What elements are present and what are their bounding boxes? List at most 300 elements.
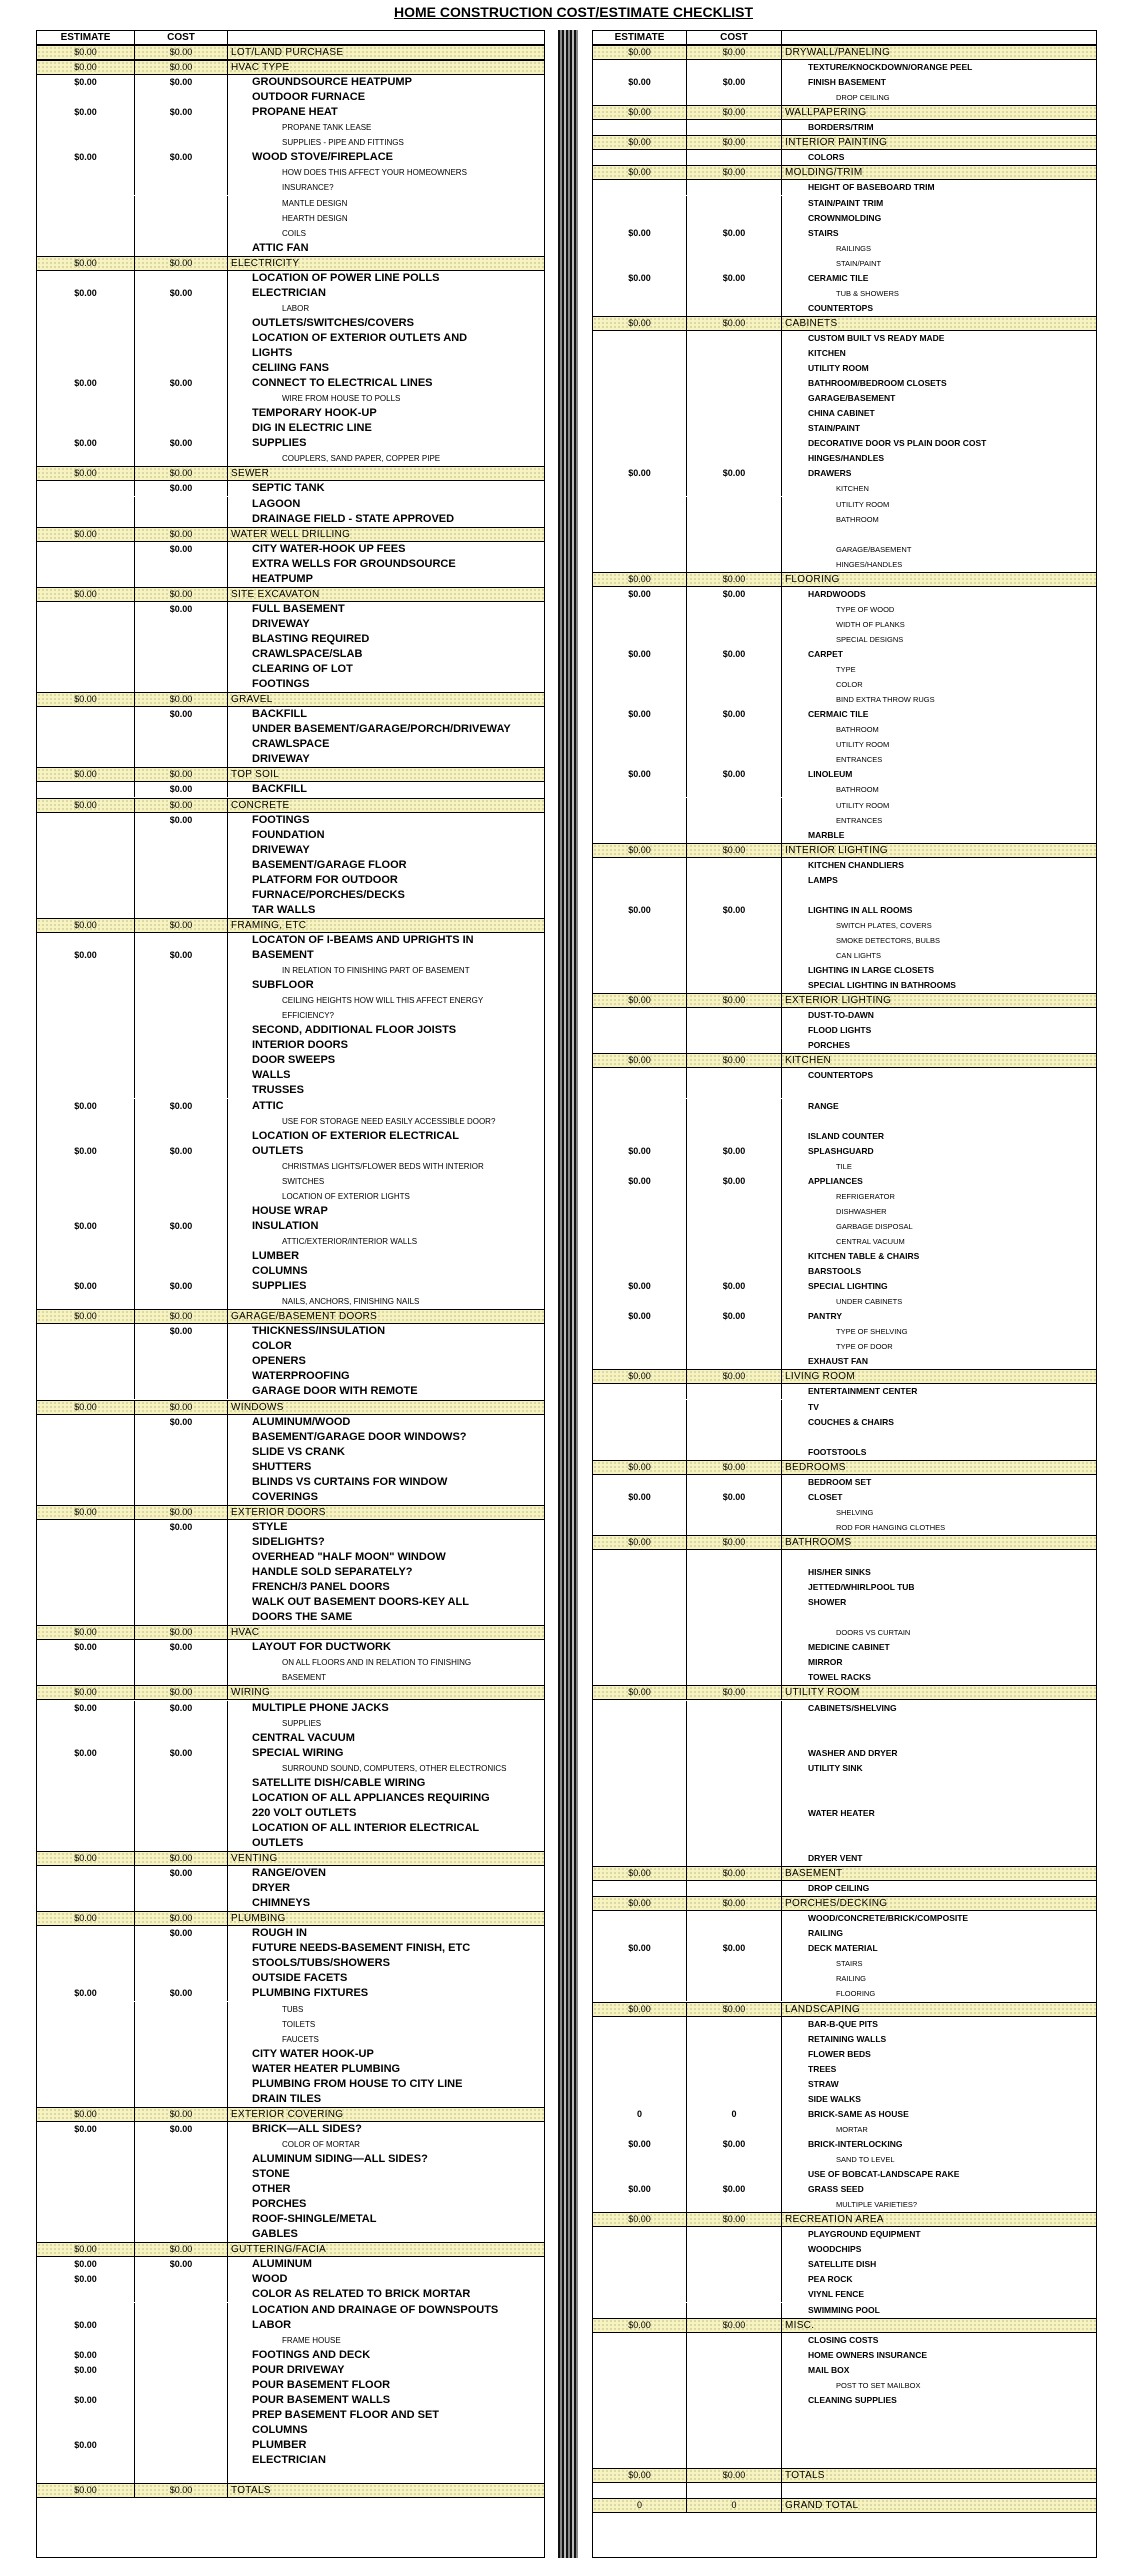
estimate-cell	[37, 2182, 135, 2197]
item-label: ON ALL FLOORS AND IN RELATION TO FINISHING	[282, 1658, 472, 1668]
estimate-cell	[37, 2137, 135, 2152]
cost-cell	[135, 722, 228, 737]
item-label: CUSTOM BUILT VS READY MADE	[808, 332, 945, 343]
item-label	[782, 888, 1096, 903]
item-label	[782, 1821, 1096, 1836]
item-label: COVERINGS	[252, 1490, 319, 1503]
cost-cell	[135, 1460, 228, 1475]
cost-cell: $0.00	[135, 46, 228, 59]
estimate-cell: $0.00	[37, 2348, 135, 2363]
table-row	[593, 1339, 1096, 1354]
item-label: MIRROR	[808, 1657, 843, 1668]
estimate-cell	[37, 1204, 135, 1219]
item-label: TUBS	[282, 2004, 304, 2014]
estimate-cell	[37, 1941, 135, 1956]
table-row	[37, 782, 544, 797]
item-label: HIS/HER SINKS	[808, 1567, 871, 1578]
table-row	[593, 888, 1096, 903]
estimate-cell: $0.00	[37, 693, 135, 706]
item-label: DRAIN TILES	[252, 2092, 322, 2105]
estimate-cell: $0.00	[37, 376, 135, 391]
cost-cell: 0	[687, 2499, 782, 2512]
estimate-cell	[37, 1776, 135, 1791]
cost-cell	[687, 813, 782, 828]
estimate-cell: $0.00	[37, 75, 135, 90]
estimate-cell	[37, 406, 135, 421]
section-label: GARAGE/BASEMENT DOORS	[231, 1311, 378, 1323]
estimate-cell: $0.00	[593, 1054, 687, 1067]
item-label: STAIN/PAINT	[808, 423, 861, 434]
table-row	[593, 617, 1096, 632]
item-label: LABOR	[282, 303, 310, 313]
item-label: CRAWLSPACE	[252, 738, 330, 751]
cost-cell	[687, 301, 782, 316]
section-label: GRAVEL	[231, 694, 273, 706]
estimate-cell	[593, 436, 687, 451]
item-label: DROP CEILING	[836, 93, 890, 103]
estimate-cell	[37, 316, 135, 331]
cost-cell	[687, 2483, 782, 2498]
cost-cell	[135, 2363, 228, 2378]
item-label: CELIING FANS	[252, 362, 330, 375]
estimate-cell	[37, 2378, 135, 2393]
table-row	[593, 2017, 1096, 2032]
item-label: STONE	[252, 2168, 290, 2181]
table-row	[37, 1129, 544, 1144]
estimate-cell	[593, 2393, 687, 2408]
section-label: ELECTRICITY	[231, 257, 300, 269]
item-label: ELECTRICIAN	[252, 286, 326, 299]
table-row	[37, 2032, 544, 2047]
cost-cell: $0.00	[687, 2137, 782, 2152]
section-label: GRAND TOTAL	[785, 2500, 859, 2512]
cost-cell	[687, 617, 782, 632]
cost-cell: $0.00	[135, 1324, 228, 1339]
table-row	[593, 1475, 1096, 1490]
cost-cell	[687, 2077, 782, 2092]
estimate-cell	[37, 752, 135, 767]
item-label: TOILETS	[282, 2019, 316, 2029]
estimate-cell	[593, 662, 687, 677]
item-label: DRAWERS	[808, 468, 852, 479]
estimate-cell	[593, 2077, 687, 2092]
estimate-cell	[593, 481, 687, 496]
section-row	[37, 692, 544, 707]
table-row	[37, 105, 544, 120]
item-label: SPECIAL DESIGNS	[836, 634, 904, 644]
estimate-cell: $0.00	[37, 150, 135, 165]
estimate-cell	[593, 1926, 687, 1941]
estimate-cell: $0.00	[37, 1626, 135, 1639]
table-row	[593, 1625, 1096, 1640]
estimate-cell: $0.00	[37, 61, 135, 74]
estimate-cell	[593, 1716, 687, 1731]
cost-cell	[135, 120, 228, 135]
item-label: PROPANE TANK LEASE	[282, 123, 372, 133]
item-label: HINGES/HANDLES	[808, 453, 885, 464]
estimate-cell	[37, 1234, 135, 1249]
section-label: BASEMENT	[785, 1868, 843, 1880]
cost-cell	[135, 1791, 228, 1806]
table-row	[593, 1159, 1096, 1174]
table-row	[593, 1129, 1096, 1144]
item-label: PLUMBING FROM HOUSE TO CITY LINE	[252, 2077, 463, 2090]
table-row	[593, 376, 1096, 391]
estimate-cell	[37, 2062, 135, 2077]
section-row	[593, 572, 1096, 587]
table-row	[593, 767, 1096, 782]
table-row	[593, 798, 1096, 813]
estimate-cell	[593, 1234, 687, 1249]
cost-cell	[135, 993, 228, 1008]
estimate-cell	[593, 1565, 687, 1580]
item-label	[782, 2438, 1096, 2453]
cost-cell: $0.00	[135, 2108, 228, 2121]
section-row	[37, 798, 544, 813]
estimate-cell	[37, 1159, 135, 1174]
estimate-cell	[593, 1731, 687, 1746]
estimate-cell	[37, 1264, 135, 1279]
table-row	[593, 813, 1096, 828]
estimate-cell	[593, 1475, 687, 1490]
estimate-cell	[593, 2032, 687, 2047]
table-row	[37, 903, 544, 918]
item-label: RANGE	[808, 1100, 839, 1111]
item-label: CLOSING COSTS	[808, 2334, 879, 2345]
cost-cell	[135, 2438, 228, 2453]
item-label: MARBLE	[808, 829, 845, 840]
cost-cell: $0.00	[135, 2122, 228, 2137]
estimate-cell: 0	[593, 2107, 687, 2122]
estimate-cell	[593, 557, 687, 572]
cost-cell: $0.00	[687, 46, 782, 59]
cost-cell: $0.00	[135, 61, 228, 74]
cost-cell	[687, 2333, 782, 2348]
item-label: 220 VOLT OUTLETS	[252, 1806, 357, 1819]
cost-cell: $0.00	[135, 1520, 228, 1535]
cost-cell	[687, 1445, 782, 1460]
table-row	[37, 1731, 544, 1746]
item-label: STAIN/PAINT TRIM	[808, 197, 884, 208]
item-label: BRICK-SAME AS HOUSE	[808, 2108, 909, 2119]
cost-cell	[687, 211, 782, 226]
table-row	[593, 436, 1096, 451]
table-row	[37, 858, 544, 873]
estimate-cell: $0.00	[37, 2108, 135, 2121]
item-label: CONNECT TO ELECTRICAL LINES	[252, 377, 433, 390]
cost-cell	[687, 1400, 782, 1415]
section-label: PLUMBING	[231, 1913, 286, 1925]
item-label	[782, 1776, 1096, 1791]
cost-cell: $0.00	[135, 1219, 228, 1234]
estimate-cell: $0.00	[593, 1686, 687, 1699]
estimate-cell	[37, 722, 135, 737]
item-label: LIGHTS	[252, 347, 293, 360]
estimate-cell	[593, 1023, 687, 1038]
item-label: ENTRANCES	[836, 815, 883, 825]
cost-cell: $0.00	[135, 286, 228, 301]
item-label: EXTRA WELLS FOR GROUNDSOURCE	[252, 557, 456, 570]
table-row	[37, 2408, 544, 2423]
cost-cell: $0.00	[687, 1174, 782, 1189]
table-row	[593, 1430, 1096, 1445]
table-row	[37, 1550, 544, 1565]
cost-cell	[687, 120, 782, 135]
item-label: COUNTERTOPS	[808, 302, 874, 313]
estimate-cell: $0.00	[37, 2484, 135, 2497]
table-row	[37, 1490, 544, 1505]
estimate-cell	[37, 1791, 135, 1806]
section-label: EXTERIOR DOORS	[231, 1506, 326, 1518]
table-row	[37, 75, 544, 90]
estimate-cell	[37, 1926, 135, 1941]
cost-cell	[687, 1249, 782, 1264]
estimate-cell	[37, 1595, 135, 1610]
cost-cell	[687, 1114, 782, 1129]
estimate-cell	[593, 512, 687, 527]
table-row	[37, 1189, 544, 1204]
item-label: POST TO SET MAILBOX	[836, 2380, 921, 2390]
cost-cell	[687, 1430, 782, 1445]
table-row	[37, 2227, 544, 2242]
item-label: LAMPS	[808, 874, 838, 885]
cost-cell	[687, 2047, 782, 2062]
estimate-cell: $0.00	[593, 2319, 687, 2332]
estimate-cell	[37, 1866, 135, 1881]
item-label: COUPLERS, SAND PAPER, COPPER PIPE	[282, 454, 441, 464]
table-row	[593, 1415, 1096, 1430]
cost-cell	[135, 2077, 228, 2092]
item-label: LIGHTING IN LARGE CLOSETS	[808, 965, 935, 976]
table-row	[37, 2197, 544, 2212]
cost-cell	[687, 1354, 782, 1369]
estimate-cell	[593, 2348, 687, 2363]
cost-cell: $0.00	[135, 1279, 228, 1294]
cost-cell	[687, 1219, 782, 1234]
cost-cell	[687, 1083, 782, 1098]
cost-cell: $0.00	[135, 602, 228, 617]
item-label: SHUTTERS	[252, 1460, 312, 1473]
item-label: SWITCH PLATES, COVERS	[836, 920, 932, 930]
item-label	[782, 1550, 1096, 1565]
table-row	[593, 1701, 1096, 1716]
table-row	[593, 2303, 1096, 2318]
estimate-column-header: ESTIMATE	[593, 31, 687, 44]
table-row	[37, 1159, 544, 1174]
estimate-cell: $0.00	[593, 466, 687, 481]
cost-cell	[135, 1610, 228, 1625]
estimate-cell	[593, 798, 687, 813]
section-label: CABINETS	[785, 317, 838, 329]
item-label: PLATFORM FOR OUTDOOR	[252, 873, 398, 886]
estimate-cell	[593, 963, 687, 978]
cost-cell	[135, 1535, 228, 1550]
table-row	[593, 1189, 1096, 1204]
estimate-cell: $0.00	[37, 105, 135, 120]
table-row	[37, 1068, 544, 1083]
estimate-cell	[593, 2242, 687, 2257]
item-label: WOOD/CONCRETE/BRICK/COMPOSITE	[808, 1913, 969, 1924]
estimate-cell	[593, 361, 687, 376]
estimate-cell	[37, 993, 135, 1008]
estimate-cell	[37, 361, 135, 376]
table-row	[593, 2182, 1096, 2197]
table-header-row	[593, 31, 1096, 45]
item-label: OUTLETS/SWITCHES/COVERS	[252, 316, 414, 329]
estimate-cell	[593, 2197, 687, 2212]
table-row	[593, 1911, 1096, 1926]
estimate-cell	[37, 2047, 135, 2062]
table-row	[37, 752, 544, 767]
section-label: CONCRETE	[231, 799, 290, 811]
cost-cell	[135, 2167, 228, 2182]
item-label: SPECIAL LIGHTING IN BATHROOMS	[808, 980, 956, 991]
cost-cell	[687, 722, 782, 737]
estimate-cell	[593, 1038, 687, 1053]
cost-cell: $0.00	[687, 1941, 782, 1956]
table-row	[593, 1400, 1096, 1415]
item-label: DECK MATERIAL	[808, 1943, 878, 1954]
estimate-cell: $0.00	[37, 948, 135, 963]
cost-cell	[135, 828, 228, 843]
estimate-cell	[37, 1189, 135, 1204]
item-label	[782, 1083, 1096, 1098]
table-row	[37, 1670, 544, 1685]
estimate-cell	[37, 226, 135, 241]
estimate-cell	[593, 2122, 687, 2137]
estimate-cell	[593, 120, 687, 135]
estimate-cell	[593, 1068, 687, 1083]
estimate-cell	[37, 1535, 135, 1550]
table-row	[593, 858, 1096, 873]
table-row	[37, 737, 544, 752]
table-row	[593, 933, 1096, 948]
estimate-cell: $0.00	[37, 436, 135, 451]
estimate-cell: $0.00	[37, 528, 135, 541]
estimate-cell	[37, 241, 135, 256]
item-label: RAILING	[836, 1974, 867, 1984]
table-row	[593, 873, 1096, 888]
estimate-cell	[593, 1294, 687, 1309]
item-label	[782, 1836, 1096, 1851]
table-row	[37, 647, 544, 662]
item-label: SLIDE VS CRANK	[252, 1445, 345, 1458]
table-row	[593, 1264, 1096, 1279]
item-label: BATHROOM/BEDROOM CLOSETS	[808, 378, 947, 389]
cost-cell	[687, 542, 782, 557]
estimate-cell	[593, 1881, 687, 1896]
estimate-cell	[37, 1129, 135, 1144]
cost-cell	[135, 2468, 228, 2483]
estimate-cell: $0.00	[593, 2182, 687, 2197]
item-label: ATTIC	[252, 1099, 284, 1112]
section-row	[37, 1911, 544, 1926]
section-row	[593, 105, 1096, 120]
cost-cell: $0.00	[687, 573, 782, 586]
table-row	[37, 2348, 544, 2363]
cost-cell: $0.00	[135, 257, 228, 270]
estimate-cell	[593, 1911, 687, 1926]
estimate-cell: $0.00	[593, 707, 687, 722]
item-label: KITCHEN	[836, 484, 869, 494]
table-row	[37, 376, 544, 391]
item-label: FOOTINGS	[252, 813, 310, 826]
estimate-cell	[37, 421, 135, 436]
table-row	[593, 978, 1096, 993]
estimate-cell: $0.00	[593, 46, 687, 59]
estimate-cell	[593, 2167, 687, 2182]
estimate-cell: $0.00	[593, 166, 687, 179]
section-label: LIVING ROOM	[785, 1371, 855, 1383]
item-label: CRAWLSPACE/SLAB	[252, 648, 363, 661]
cost-cell	[687, 2032, 782, 2047]
table-row	[37, 1294, 544, 1309]
cost-cell: $0.00	[687, 106, 782, 119]
table-row	[593, 346, 1096, 361]
cost-cell	[687, 2423, 782, 2438]
item-label: ISLAND COUNTER	[808, 1130, 885, 1141]
section-row	[37, 45, 544, 60]
table-row	[37, 602, 544, 617]
table-row	[593, 1655, 1096, 1670]
estimate-cell	[37, 1415, 135, 1430]
estimate-cell	[37, 481, 135, 496]
cost-cell	[135, 1821, 228, 1836]
item-label: GARAGE DOOR WITH REMOTE	[252, 1385, 418, 1398]
table-row	[37, 2287, 544, 2302]
estimate-cell	[593, 602, 687, 617]
item-label: DROP CEILING	[808, 1883, 870, 1894]
table-row	[37, 1460, 544, 1475]
table-row	[593, 1806, 1096, 1821]
item-label: LIGHTING IN ALL ROOMS	[808, 904, 913, 915]
table-row	[593, 1354, 1096, 1369]
estimate-cell	[593, 346, 687, 361]
estimate-cell: $0.00	[37, 2438, 135, 2453]
estimate-cell	[593, 1701, 687, 1716]
estimate-cell	[37, 2303, 135, 2318]
item-label: FLOWER BEDS	[808, 2048, 871, 2059]
section-row	[593, 2212, 1096, 2227]
table-row	[37, 1535, 544, 1550]
cost-cell	[135, 1956, 228, 1971]
table-row	[37, 361, 544, 376]
table-row	[593, 2393, 1096, 2408]
cost-cell: $0.00	[687, 75, 782, 90]
estimate-cell	[593, 1099, 687, 1114]
estimate-cell	[593, 1791, 687, 1806]
table-row	[37, 662, 544, 677]
cost-cell	[135, 737, 228, 752]
cost-cell	[135, 1114, 228, 1129]
estimate-cell	[37, 301, 135, 316]
cost-cell	[135, 888, 228, 903]
table-row	[593, 466, 1096, 481]
table-row	[593, 707, 1096, 722]
cost-cell	[135, 1023, 228, 1038]
estimate-cell	[37, 1384, 135, 1399]
table-row	[593, 2092, 1096, 2107]
section-row	[37, 1400, 544, 1415]
section-row	[37, 2107, 544, 2122]
table-row	[593, 331, 1096, 346]
item-label: ROOF-SHINGLE/METAL	[252, 2213, 377, 2226]
item-label: TILE	[836, 1161, 852, 1171]
table-row	[593, 497, 1096, 512]
estimate-cell: $0.00	[593, 1897, 687, 1910]
estimate-cell	[593, 873, 687, 888]
table-row	[37, 2017, 544, 2032]
